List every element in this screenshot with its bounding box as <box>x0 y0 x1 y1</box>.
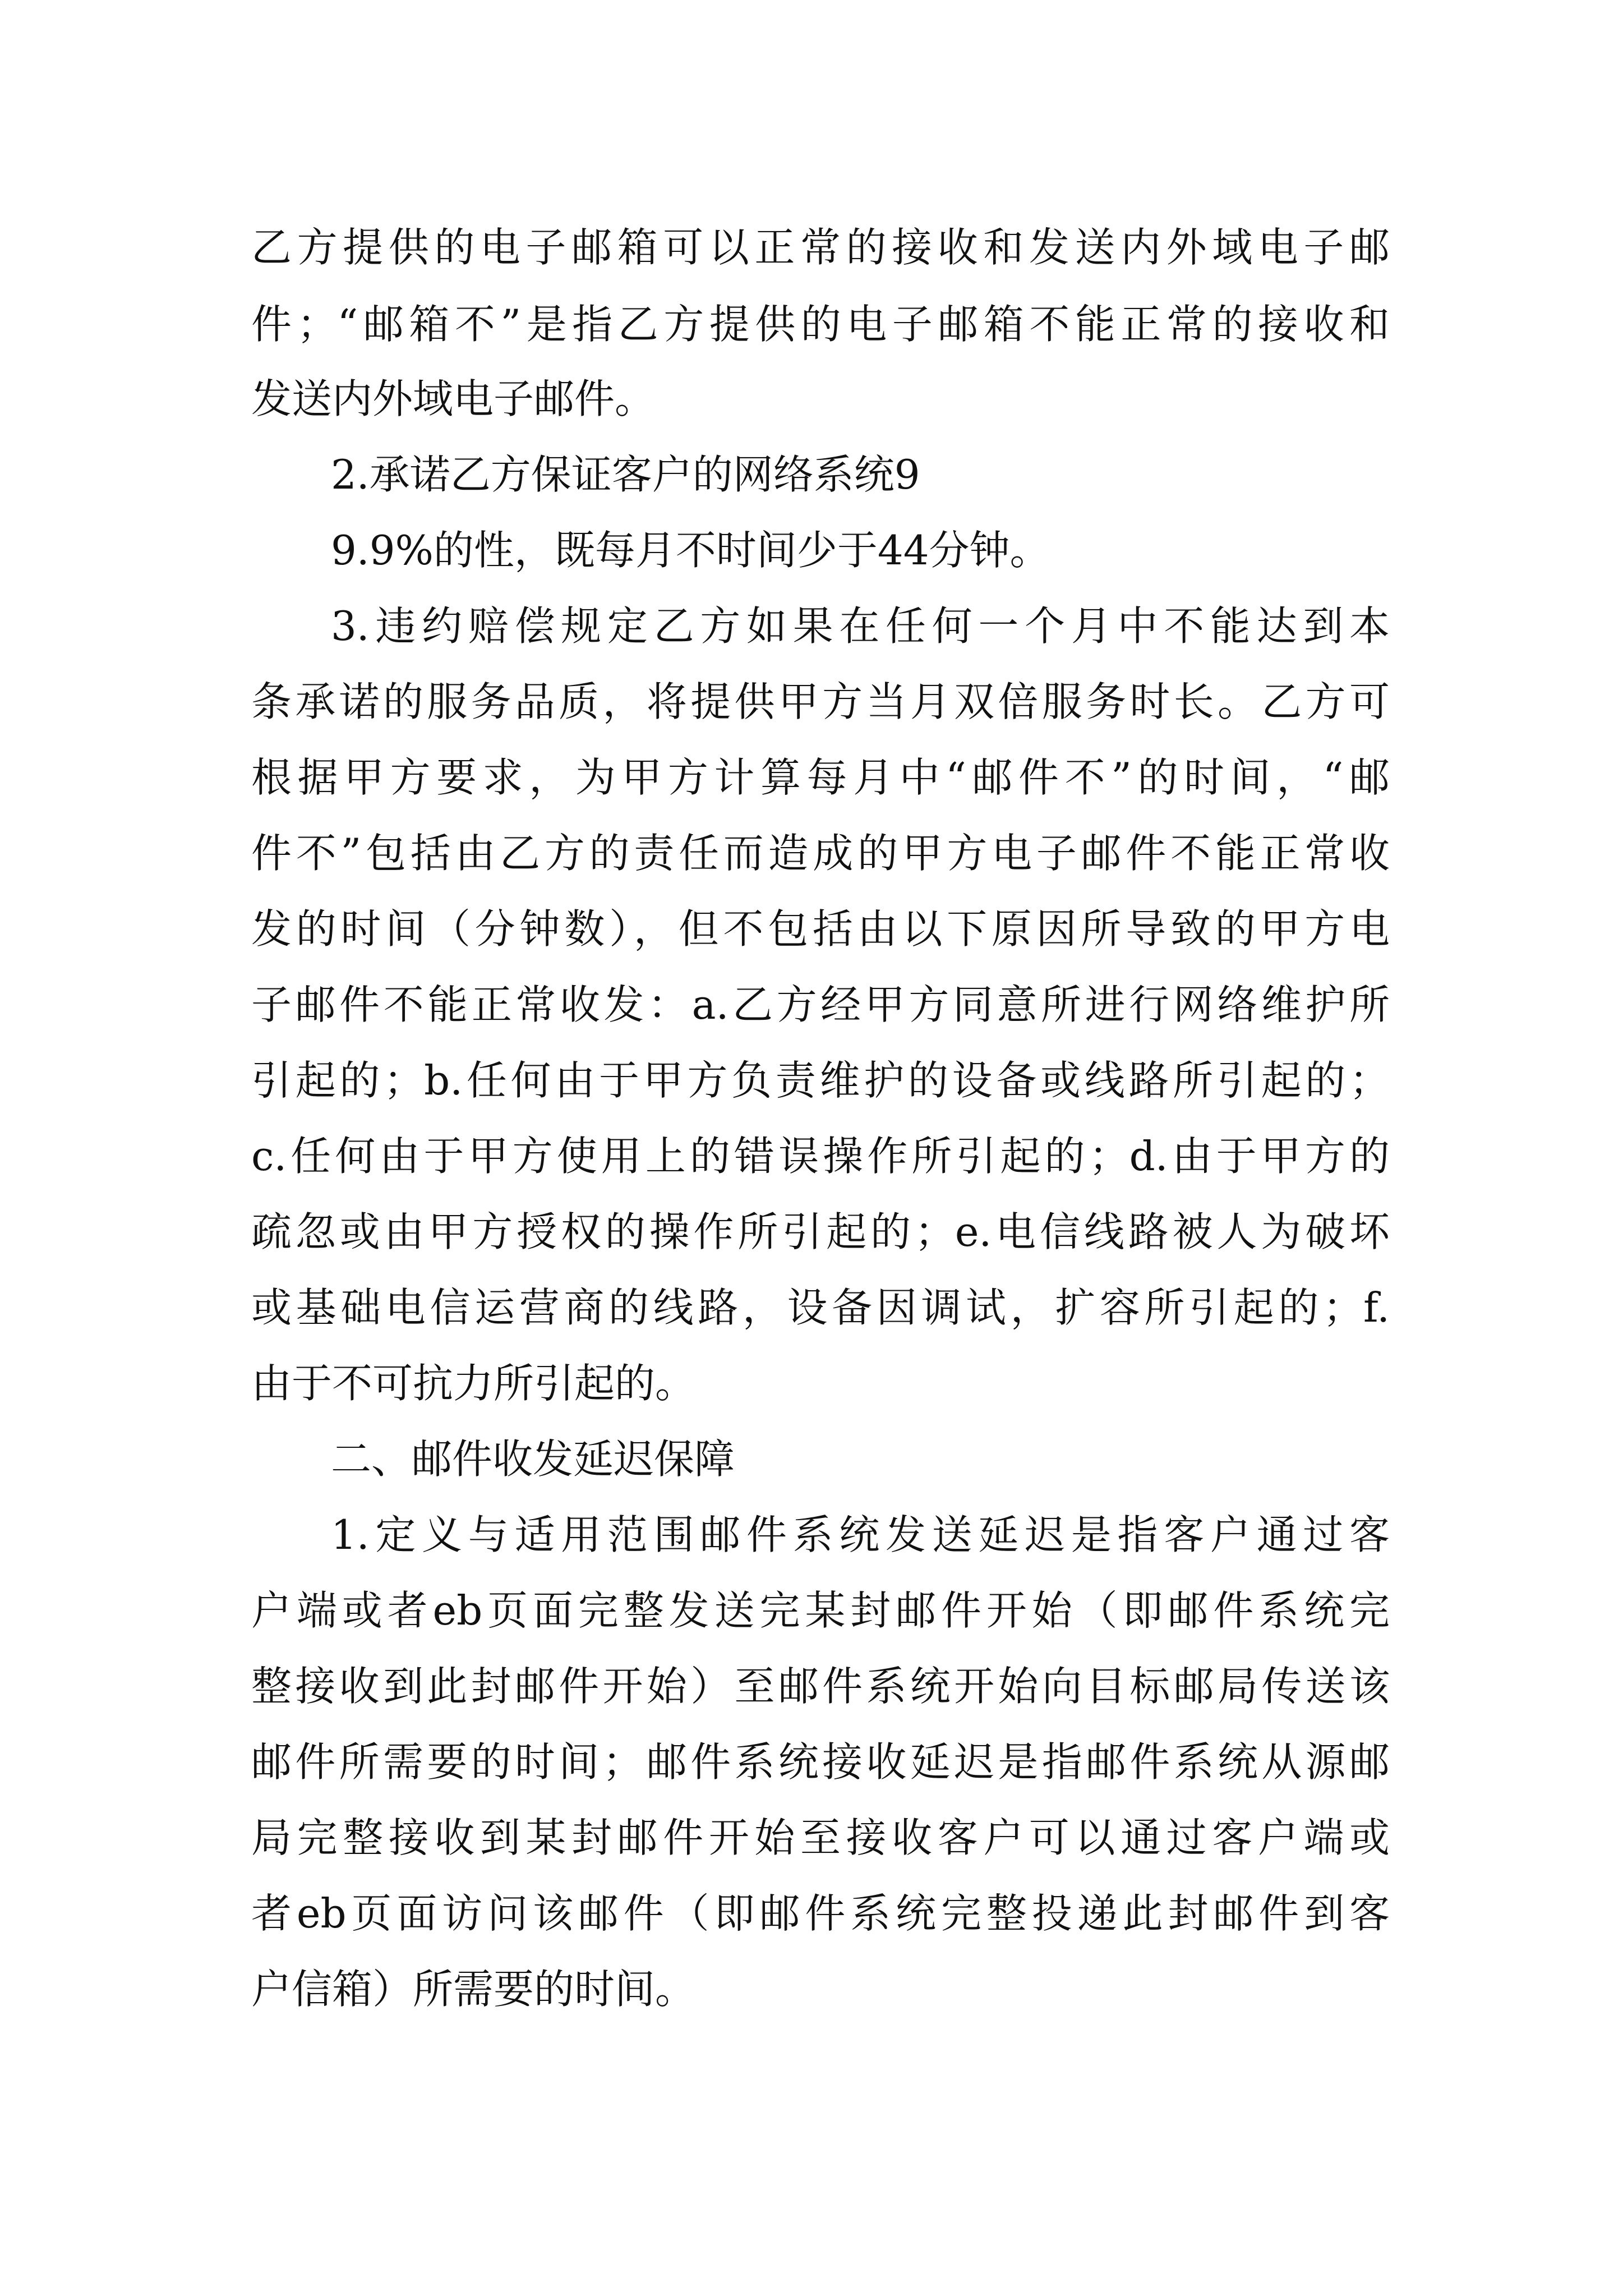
paragraph-line: 由于不可抗力所引起的。 <box>251 1360 696 1407</box>
paragraph-line: 3.违约赔偿规定乙方如果在任何一个月中不能达到本 <box>331 602 1390 650</box>
paragraph-line: 户端或者eb页面完整发送完某封邮件开始（即邮件系统完 <box>251 1587 1390 1634</box>
paragraph-line: 件不”包括由乙方的责任而造成的甲方电子邮件不能正常收 <box>251 830 1390 877</box>
paragraph-line: 局完整接收到某封邮件开始至接收客户可以通过客户端或 <box>251 1814 1390 1861</box>
paragraph-line: 发送内外域电子邮件。 <box>251 375 656 422</box>
paragraph-line: 1.定义与适用范围邮件系统发送延迟是指客户通过客 <box>331 1511 1390 1558</box>
paragraph-line: 子邮件不能正常收发：a.乙方经甲方同意所进行网络维护所 <box>251 981 1390 1028</box>
paragraph-line: 9.9%的性，既每月不时间少于44分钟。 <box>331 527 1050 574</box>
paragraph-line: 邮件所需要的时间；邮件系统接收延迟是指邮件系统从源邮 <box>251 1738 1390 1786</box>
paragraph-line: 户信箱）所需要的时间。 <box>251 1966 696 2013</box>
paragraph-line: 疏忽或由甲方授权的操作所引起的；e.电信线路被人为破坏 <box>251 1208 1390 1255</box>
paragraph-line: 件；“邮箱不”是指乙方提供的电子邮箱不能正常的接收和 <box>251 301 1390 348</box>
paragraph-line: c.任何由于甲方使用上的错误操作所引起的；d.由于甲方的 <box>251 1133 1390 1180</box>
paragraph-line: 根据甲方要求，为甲方计算每月中“邮件不”的时间，“邮 <box>251 754 1390 801</box>
paragraph-line: 2.承诺乙方保证客户的网络系统9 <box>331 451 920 498</box>
paragraph-line: 乙方提供的电子邮箱可以正常的接收和发送内外域电子邮 <box>251 224 1390 271</box>
paragraph-line: 者eb页面访问该邮件（即邮件系统完整投递此封邮件到客 <box>251 1890 1390 1937</box>
paragraph-line: 整接收到此封邮件开始）至邮件系统开始向目标邮局传送该 <box>251 1663 1390 1710</box>
paragraph-line: 发的时间（分钟数），但不包括由以下原因所导致的甲方电 <box>251 905 1390 953</box>
paragraph-line: 或基础电信运营商的线路，设备因调试，扩容所引起的；f. <box>251 1284 1390 1331</box>
paragraph-line: 条承诺的服务品质，将提供甲方当月双倍服务时长。乙方可 <box>251 678 1390 725</box>
section-heading: 二、邮件收发延迟保障 <box>331 1435 735 1483</box>
paragraph-line: 引起的；b.任何由于甲方负责维护的设备或线路所引起的； <box>251 1057 1390 1104</box>
